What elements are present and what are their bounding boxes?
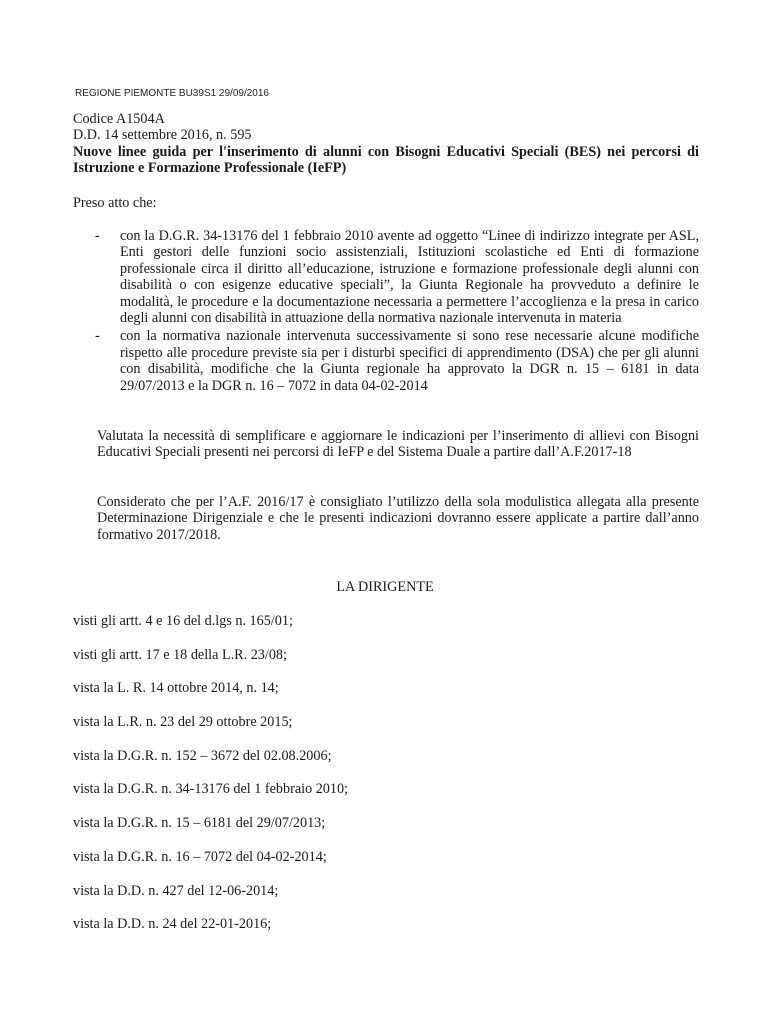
premises-list	[73, 228, 699, 396]
list-item: vista la D.G.R. n. 15 – 6181 del 29/07/2013;	[73, 815, 326, 832]
preso-atto-heading: Preso atto che:	[73, 195, 157, 211]
document-heading	[73, 111, 699, 177]
list-item: vista la D.G.R. n. 152 – 3672 del 02.08.2006;	[73, 747, 332, 764]
list-item-text: con la D.G.R. 34-13176 del 1 febbraio 2010 avente ad oggetto “Linee di indirizzo integrate per ASL, Enti gestori delle funzioni socio assistenziali, Istituzioni scolastiche ed Enti di formazione professionale circa il diritto all’educazione, istruzione e formazione professionale degli alunni con disabilità o con esigenze educative speciali”, la Giunta Regionale ha provveduto a definire le modalità, le procedure e la documentazione necessaria a permettere l’accoglienza e la presa in carico degli alunni con disabilità in attuazione della normativa nazionale intervenuta in materia	[120, 228, 699, 327]
visti-list	[73, 613, 699, 950]
list-item	[73, 228, 699, 326]
bulletin-header: REGIONE PIEMONTE BU39S1 29/09/2016	[75, 88, 269, 99]
list-item: vista la D.G.R. n. 34-13176 del 1 febbraio 2010;	[73, 781, 349, 798]
list-item: vista la L.R. n. 23 del 29 ottobre 2015;	[73, 714, 293, 731]
dash-bullet: -	[95, 328, 100, 345]
list-item: vista la D.G.R. n. 16 – 7072 del 04-02-2014;	[73, 848, 327, 865]
valutata-paragraph: Valutata la necessità di semplificare e aggiornare le indicazioni per l’inserimento di allievi con Bisogni Educativi Speciali presenti nei percorsi di IeFP e del Sistema Duale a partire dall’A.F.2017-18	[97, 428, 699, 461]
list-item: vista la L. R. 14 ottobre 2014, n. 14;	[73, 680, 279, 697]
list-item: vista la D.D. n. 24 del 22-01-2016;	[73, 916, 272, 933]
list-item: vista la D.D. n. 427 del 12-06-2014;	[73, 882, 279, 899]
dirigente-heading: LA DIRIGENTE	[336, 579, 434, 595]
document-title: Nuove linee guida per l'inserimento di alunni con Bisogni Educativi Speciali (BES) nei percorsi di Istruzione e Formazione Professionale (IeFP)	[73, 143, 699, 177]
dash-bullet: -	[95, 228, 100, 244]
considerato-paragraph: Considerato che per l’A.F. 2016/17 è consigliato l’utilizzo della sola modulistica allegata alla presente Determinazione Dirigenziale e che le presenti indicazioni dovranno essere applicate a partire dall’anno formativo 2017/2018.	[97, 494, 699, 543]
list-item-text: con la normativa nazionale intervenuta successivamente si sono rese necessarie alcune modifiche rispetto alle procedure previste sia per i disturbi specifici di apprendimento (DSA) che per gli alunni con disabilità, modifiche che la Giunta regionale ha approvato la DGR n. 15 – 6181 in data 29/07/2013 e la DGR n. 16 – 7072 in data 04-02-2014	[120, 328, 699, 394]
list-item	[73, 328, 699, 394]
list-item: visti gli artt. 17 e 18 della L.R. 23/08;	[73, 646, 287, 663]
codice: Codice A1504A	[73, 111, 165, 127]
list-item: visti gli artt. 4 e 16 del d.lgs n. 165/01;	[73, 613, 293, 629]
determination-number: D.D. 14 settembre 2016, n. 595	[73, 127, 252, 144]
